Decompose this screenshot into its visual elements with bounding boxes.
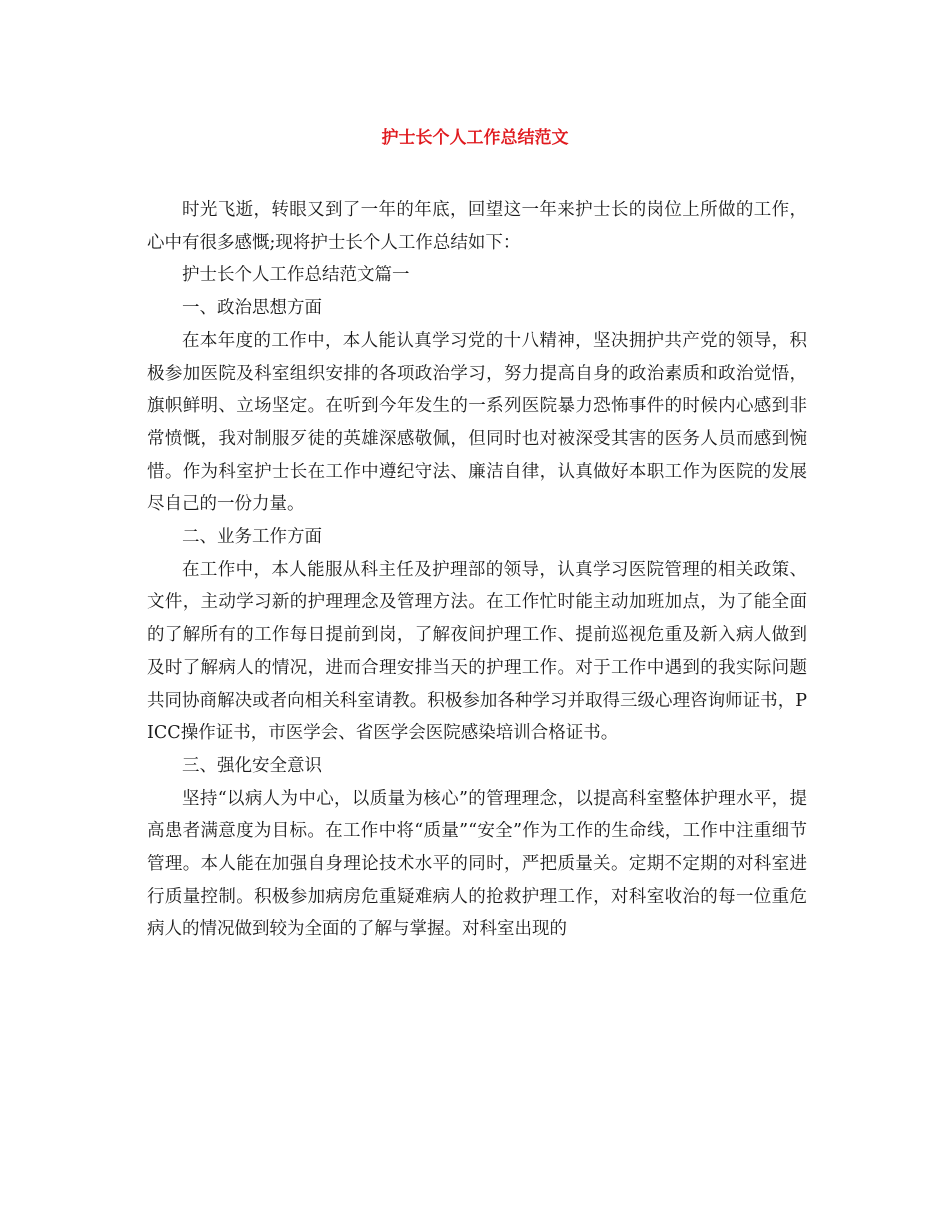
document-title: 护士长个人工作总结范文	[381, 128, 569, 148]
paragraph-safety: 坚持“以病人为中心，以质量为核心”的管理理念，以提高科室整体护理水平，提高患者满意度为目标。在工作中将“质量”“安全”作为工作的生命线，工作中注重细节管理。本人能在加强自身理论技术水平的同时，严把质量关。定期不定期的对科室进行质量控制。积极参加病房危重疑难病人的抢救护理工作，对科室收治的每一位重危病人的情况做到较为全面的了解与掌握。对科室出现的	[147, 788, 807, 940]
section-heading-business: 二、业务工作方面	[182, 527, 322, 548]
section-heading-political: 一、政治思想方面	[182, 298, 322, 319]
paragraph-business: 在工作中，本人能服从科主任及护理部的领导，认真学习医院管理的相关政策、文件，主动学习新的护理理念及管理方法。在工作忙时能主动加班加点，为了能全面的了解所有的工作每日提前到岗，了解夜间护理工作、提前巡视危重及新入病人做到及时了解病人的情况，进而合理安排当天的护理工作。对于工作中遇到的我实际问题共同协商解决或者向相关科室请教。积极参加各种学习并取得三级心理咨询师证书，PICC操作证书，市医学会、省医学会医院感染培训合格证书。	[147, 559, 807, 744]
section-heading-safety: 三、强化安全意识	[182, 755, 322, 776]
article-subtitle: 护士长个人工作总结范文篇一	[182, 265, 410, 286]
paragraph-political: 在本年度的工作中，本人能认真学习党的十八精神，坚决拥护共产党的领导，积极参加医院及科室组织安排的各项政治学习，努力提高自身的政治素质和政治觉悟，旗帜鲜明、立场坚定。在听到今年发生的一系列医院暴力恐怖事件的时候内心感到非常愤慨，我对制服歹徒的英雄深感敬佩，但同时也对被深受其害的医务人员而感到惋惜。作为科室护士长在工作中遵纪守法、廉洁自律，认真做好本职工作为医院的发展尽自己的一份力量。	[147, 330, 807, 515]
document-body	[147, 194, 807, 946]
intro-paragraph: 时光飞逝，转眼又到了一年的年底，回望这一年来护士长的岗位上所做的工作，心中有很多感慨;现将护士长个人工作总结如下：	[147, 200, 807, 253]
